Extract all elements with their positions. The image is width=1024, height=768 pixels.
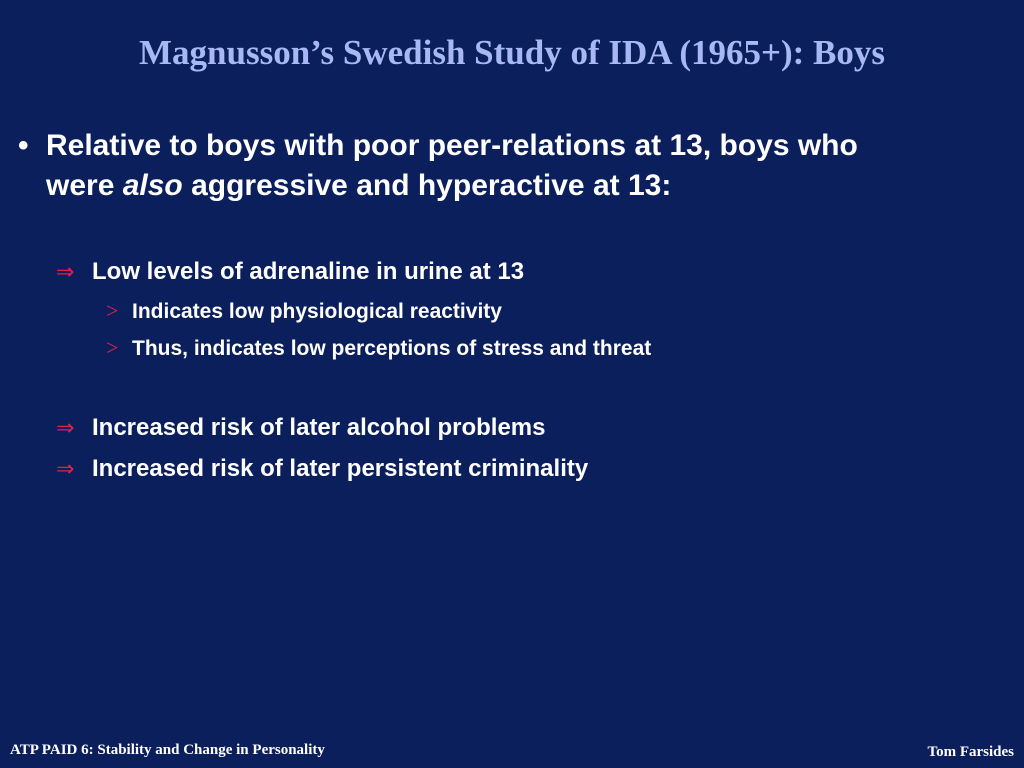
footer-course-title: ATP PAID 6: Stability and Change in Personality: [10, 742, 325, 758]
sub-point-text: Increased risk of later alcohol problems: [92, 414, 546, 441]
sub-sub-point-stress: [106, 334, 651, 363]
greater-than-icon: >: [106, 335, 119, 360]
main-bullet-line1: Relative to boys with poor peer-relations at 13, boys who: [46, 129, 858, 162]
main-bullet-line2-after: aggressive and hyperactive at 13:: [182, 169, 672, 202]
implies-arrow-icon: ⇒: [56, 457, 75, 482]
main-bullet-text: [46, 126, 1008, 206]
main-bullet-emphasis: also: [122, 169, 183, 202]
sub-sub-point-text: Indicates low physiological reactivity: [132, 300, 502, 323]
slide-title: Magnusson’s Swedish Study of IDA (1965+): Boys: [138, 33, 886, 72]
sub-point-criminality: [56, 453, 588, 486]
main-bullet: [18, 126, 1008, 206]
sub-point-adrenaline: [56, 256, 524, 289]
sub-sub-point-reactivity: [106, 297, 502, 326]
bullet-dot-icon: •: [18, 129, 29, 162]
main-bullet-line2-before: were: [46, 169, 123, 202]
greater-than-icon: >: [106, 298, 119, 323]
footer-author: Tom Farsides: [927, 744, 1014, 760]
sub-point-text: Increased risk of later persistent criminality: [92, 455, 589, 482]
implies-arrow-icon: ⇒: [56, 260, 75, 285]
sub-point-alcohol: [56, 412, 546, 445]
sub-point-text: Low levels of adrenaline in urine at 13: [92, 258, 525, 285]
implies-arrow-icon: ⇒: [56, 416, 75, 441]
sub-sub-point-text: Thus, indicates low perceptions of stress and threat: [132, 337, 652, 360]
